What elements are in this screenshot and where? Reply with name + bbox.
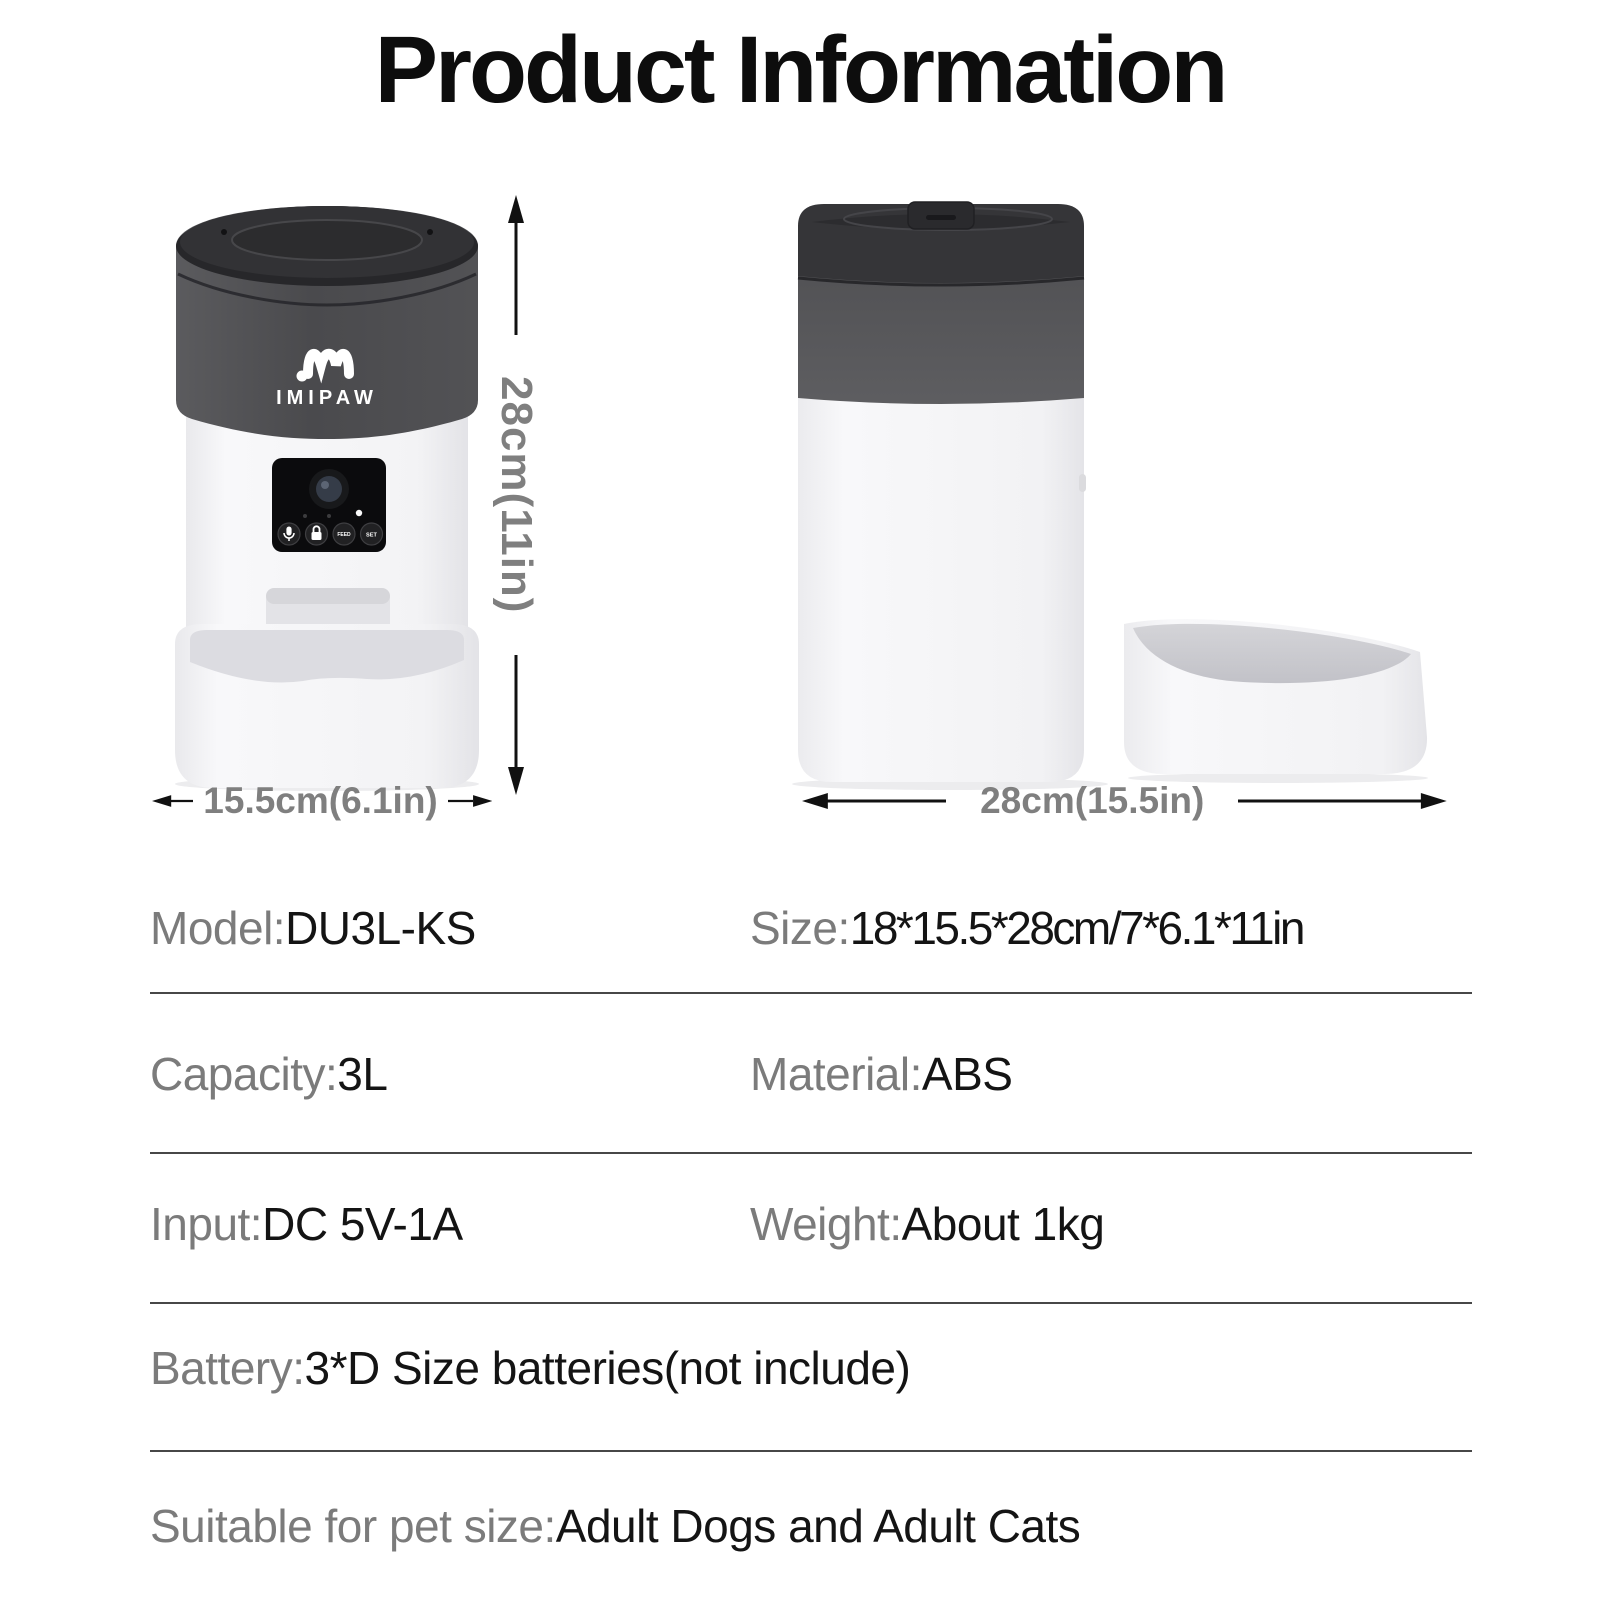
set-button-label: SET	[366, 532, 377, 539]
height-dimension	[492, 195, 540, 795]
lid-ridge	[232, 220, 422, 260]
spec-model	[150, 892, 476, 964]
camera-lens	[316, 476, 342, 502]
spec-table	[150, 870, 1472, 1582]
spec-label: Material:	[750, 1048, 922, 1100]
status-led	[356, 510, 362, 516]
divider	[150, 1450, 1472, 1452]
spec-weight	[750, 1188, 1104, 1260]
arrow-right-icon	[1238, 790, 1447, 812]
feeder-front-image	[162, 192, 492, 792]
depth-dimension-label: 28cm(15.5in)	[980, 780, 1205, 821]
side-button	[1079, 474, 1086, 492]
spec-input	[150, 1188, 463, 1260]
spec-row-4	[150, 1332, 1472, 1404]
spec-label: Battery:	[150, 1342, 305, 1394]
lid-dot-left	[221, 229, 227, 235]
feed-button	[333, 523, 355, 545]
spec-row-1	[150, 892, 1472, 964]
page-title: Product Information	[374, 17, 1226, 123]
arrow-right-icon	[448, 790, 492, 812]
divider	[150, 992, 1472, 994]
spec-label: Suitable for pet size:	[150, 1500, 556, 1552]
width-dimension	[152, 778, 492, 824]
spec-row-3	[150, 1188, 1472, 1260]
arrow-left-icon	[152, 790, 193, 812]
spec-label: Input:	[150, 1198, 263, 1250]
divider	[150, 1152, 1472, 1154]
height-dimension-label: 28cm(11in)	[492, 376, 541, 614]
spec-value: About 1kg	[901, 1198, 1105, 1250]
feeder-body	[798, 398, 1084, 782]
spec-row-5	[150, 1490, 1472, 1562]
arrow-left-icon	[802, 790, 946, 812]
indicator-dot-2	[327, 514, 331, 518]
spec-material	[750, 1038, 1012, 1110]
brand-logo-dot	[297, 371, 308, 382]
spec-label: Weight:	[750, 1198, 902, 1250]
feed-button-label: FEED	[337, 532, 351, 539]
arrow-down-icon	[501, 653, 531, 795]
spec-suitable	[150, 1490, 1080, 1562]
spec-value: 3L	[337, 1048, 388, 1100]
lid-dot-right	[427, 229, 433, 235]
spec-battery	[150, 1332, 910, 1404]
spec-value: ABS	[921, 1048, 1013, 1100]
set-button	[361, 523, 383, 545]
spec-capacity	[150, 1038, 387, 1110]
spec-value: DC 5V-1A	[262, 1198, 463, 1250]
depth-dimension	[802, 778, 1447, 824]
width-dimension-label: 15.5cm(6.1in)	[203, 780, 438, 821]
brand-name: IMIPAW	[276, 387, 378, 409]
spec-value: 3*D Size batteries(not include)	[304, 1342, 911, 1394]
food-chute-shade	[266, 588, 390, 604]
spec-value: 18*15.5*28cm/7*6.1*11in	[849, 902, 1303, 954]
divider	[150, 1302, 1472, 1304]
indicator-dot-1	[303, 514, 307, 518]
spec-size	[750, 892, 1303, 964]
spec-label: Size:	[750, 902, 850, 954]
spec-value: Adult Dogs and Adult Cats	[555, 1500, 1081, 1552]
feeder-side-image	[790, 192, 1435, 792]
arrow-up-icon	[501, 195, 531, 337]
spec-label: Model:	[150, 902, 286, 954]
spec-row-2	[150, 1038, 1472, 1110]
camera-glint	[321, 481, 329, 489]
spec-value: DU3L-KS	[285, 902, 476, 954]
spec-label: Capacity:	[150, 1048, 338, 1100]
lock-button	[306, 523, 328, 545]
mic-button	[278, 523, 300, 545]
lid-latch	[908, 202, 974, 229]
